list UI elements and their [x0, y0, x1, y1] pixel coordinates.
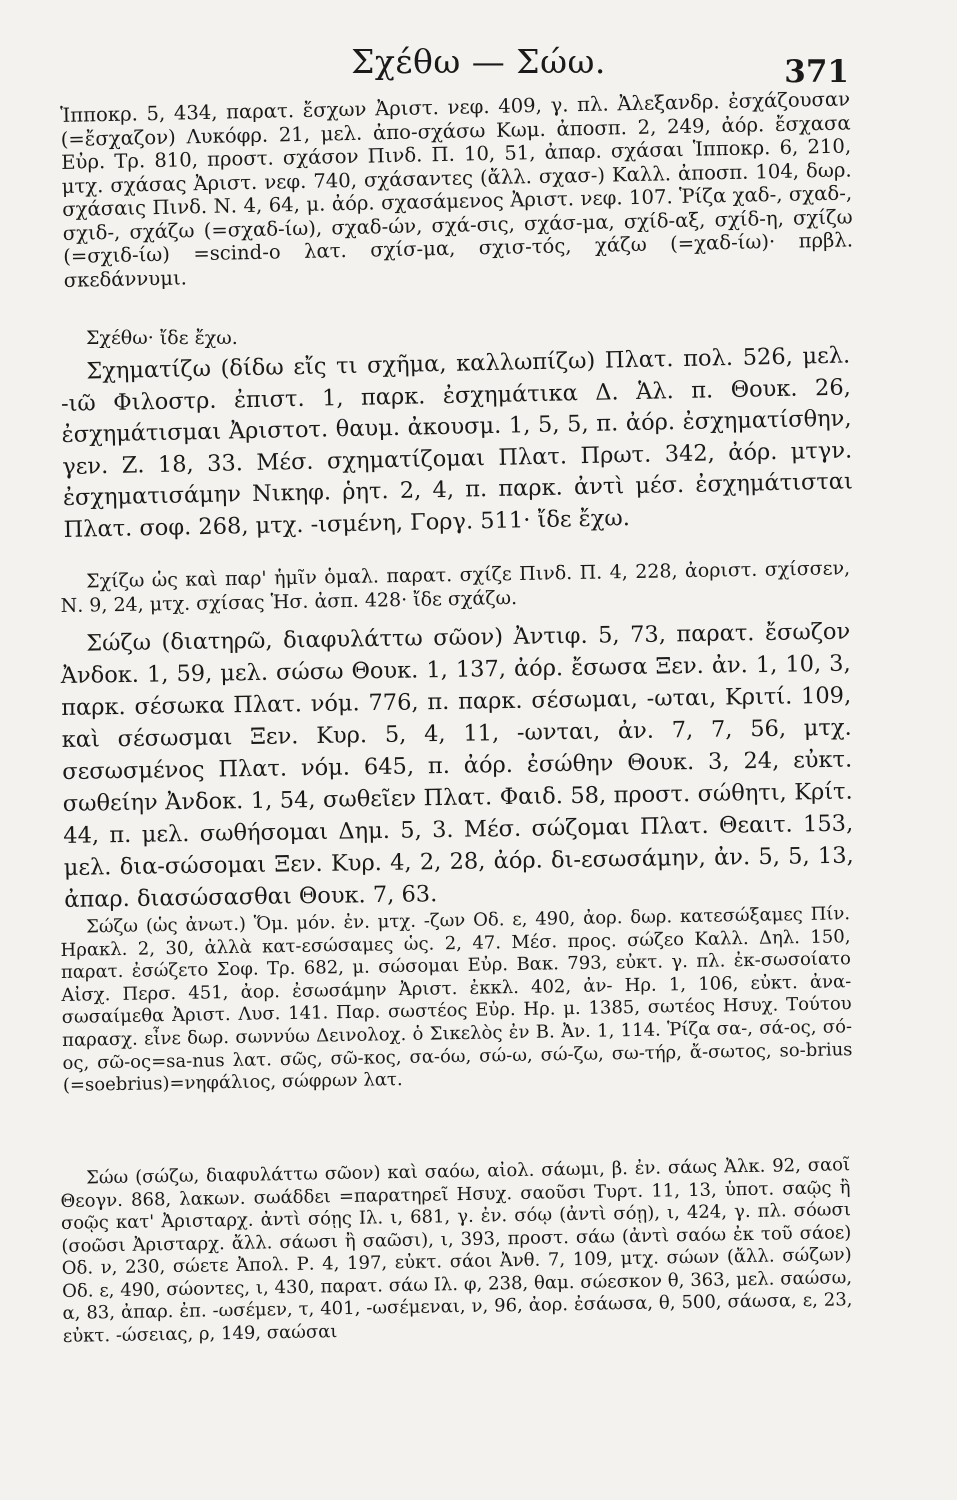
entry-body: Σώω (σώζω, διαφυλάττω σῶον) καὶ σαόω, αἰολ. σάωμι, β. ἐν. σάως Ἀλκ. 92, σαοῖ Θεογν. 868, λακων. σωάδδει =παρατηρεῖ Ησυχ. σαοῦσι Τυρτ. 11, 13, ὑποτ. σαῷς ἢ σοῷς κατ' Ἀρισταρχ. ἀντὶ σόῃς Ιλ. ι, 681, γ. ἐν. σόῳ (ἀντὶ σόῃ), ι, 424, γ. πλ. σόωσι (σοῶσι Ἀρισταρχ. ἄλλ. σάωσι ἢ σαῶσι), ι, 393, προστ. σάω (ἀντὶ σαόω ἐκ τοῦ σάοε) Οδ. ν, 230, σώετε Ἀπολ. Ρ. 4, 197, εὐκτ. σάοι Ἀνθ. 7, 109, μτχ. σώων (ἄλλ. σώζων) Οδ. ε, 490, σώοντες, ι, 430, παρατ. σάω Ιλ. φ, 238, θαμ. σώεσκον θ, 363, μελ. σαώσω, α, 83, ἀπαρ. ἐπ. -ωσέμεν, τ, 401, -ωσέμεναι, ν, 96, ἀορ. ἐσάωσα, θ, 500, σάωσα, ε, 23, εὐκτ. -ώσειας, ρ, 149, σαώσαι — [60, 1154, 853, 1347]
entry-schematizo — [60, 340, 854, 546]
entry-sozo — [60, 616, 854, 916]
entry-body: Σχηματίζω (δίδω εἴς τι σχῆμα, καλλωπίζω) Πλατ. πολ. 526, μελ. -ιῶ Φιλοστρ. ἐπιστ. 1, παρκ. ἐσχημάτικα Δ. Ἁλ. π. Θουκ. 26, ἐσχημάτισμαι Ἀριστοτ. θαυμ. ἀκουσμ. 1, 5, 5, π. ἀόρ. ἐσχηματίσθην, γεν. Ζ. 18, 33. Μέσ. σχηματίζομαι Πλατ. Πρωτ. 342, ἀόρ. μτγν. ἐσχηματισάμην Νικηφ. ῥητ. 2, 4, π. παρκ. ἀντὶ μέσ. ἐσχημάτισται Πλατ. σοφ. 268, μτχ. -ισμένη, Γοργ. 511· ἴδε ἔχω. — [60, 342, 854, 543]
entry-text — [60, 340, 854, 546]
running-head: Σχέθω — Σώω. — [351, 42, 606, 81]
entry-text: Ἱπποκρ. 5, 434, παρατ. ἔσχων Ἀριστ. νεφ. 409, γ. πλ. Ἀλεξανδρ. ἐσχάζουσαν (=ἔσχαζον) Λυκόφρ. 21, μελ. ἀπο-σχάσω Κωμ. ἀποσπ. 2, 249, ἀόρ. ἔσχασα Εὐρ. Τρ. 810, προστ. σχάσον Πινδ. Π. 10, 51, ἀπαρ. σχάσαι Ἱπποκρ. 6, 210, μτχ. σχάσας Ἀριστ. νεφ. 740, σχάσαντες (ἄλλ. σχασ-) Καλλ. ἀποσπ. 104, δωρ. σχάσαις Πινδ. Ν. 4, 64, μ. ἀόρ. σχασάμενος Ἀριστ. νεφ. 107. Ῥίζα χαδ-, σχαδ-, σχιδ-, σχάζω (=σχαδ-ίω), σχαδ-ών, σχά-σις, σχάσ-μα, σχίδ-αξ, σχίδ-η, σχίζω (=σχιδ-ίω) =scind-o λατ. σχίσ-μα, σχισ-τός, χάζω (=χαδ-ίω)· πρβλ. σκεδάννυμι. — [60, 87, 854, 292]
page-number: 371 — [784, 54, 849, 90]
entry-sozo-dialect — [60, 903, 853, 1098]
entry-soo — [60, 1154, 853, 1348]
entry-text — [60, 1154, 853, 1348]
entry-body: Σχίζω ὡς καὶ παρ' ἡμῖν ὁμαλ. παρατ. σχίζε Πινδ. Π. 4, 228, ἀοριστ. σχίσσεν, Ν. 9, 24, μτχ. σχίσας Ἡσ. ἀσπ. 428· ἴδε σχάζω. — [60, 557, 851, 617]
entry-text — [60, 556, 851, 618]
entry-body: Σχέθω· ἴδε ἔχω. — [86, 327, 238, 349]
entry-text — [60, 903, 853, 1098]
entry-continuation-schazo — [60, 87, 854, 292]
entry-schizo — [60, 556, 851, 618]
entry-body: Σώζω (ὡς ἀνωτ.) Ὅμ. μόν. ἐν. μτχ. -ζων Οδ. ε, 490, ἀορ. δωρ. κατεσώξαμες Πίν. Ηρακλ. 2, 30, ἀλλὰ κατ-εσώσαμες ὡς. 2, 47. Μέσ. προς. σώζεο Καλλ. Δηλ. 150, παρατ. ἐσώζετο Σοφ. Τρ. 682, μ. σώσομαι Εὐρ. Βακ. 793, εὐκτ. γ. πλ. ἐκ-σωσοίατο Αἰσχ. Περσ. 451, ἀορ. ἐσωσάμην Ἀριστ. ἐκκλ. 402, ἀν- Ηρ. 1, 106, εὐκτ. ἀνα-σωσαίμεθα Ἀριστ. Λυσ. 141. Παρ. σωστέος Εὐρ. Ηρ. μ. 1385, σωτέος Ησυχ. Τούτου παρασχ. εἶνε δωρ. σωννύω Δεινολοχ. ὁ Σικελὸς ἐν Β. Ἀν. 1, 114. Ῥίζα σα-, σά-ος, σό-ος, σῶ-ος=sa-nus λατ. σῶς, σῶ-κος, σα-όω, σώ-ω, σώ-ζω, σω-τήρ, ἄ-σωτος, so-brius (=soebrius)=νηφάλιος, σώφρων λατ. — [60, 903, 853, 1097]
entry-body: Σώζω (διατηρῶ, διαφυλάττω σῶον) Ἀντιφ. 5, 73, παρατ. ἔσωζον Ἀνδοκ. 1, 59, μελ. σώσω Θουκ. 1, 137, ἀόρ. ἔσωσα Ξεν. ἀν. 1, 10, 3, παρκ. σέσωκα Πλατ. νόμ. 776, π. παρκ. σέσωμαι, -ωται, Κριτί. 109, καὶ σέσωσμαι Ξεν. Κυρ. 5, 4, 11, -ωνται, ἀν. 7, 7, 56, μτχ. σεσωσμένος Πλατ. νόμ. 645, π. ἀόρ. ἐσώθην Θουκ. 3, 24, εὐκτ. σωθείην Ἀνδοκ. 1, 54, σωθεῖεν Πλατ. Φαιδ. 58, προστ. σώθητι, Κρίτ. 44, π. μελ. σωθήσομαι Δημ. 5, 3. Μέσ. σώζομαι Πλατ. Θεαιτ. 153, μελ. δια-σώσομαι Ξεν. Κυρ. 4, 2, 28, ἀόρ. δι-εσωσάμην, ἀν. 5, 5, 13, ἀπαρ. διασώσασθαι Θουκ. 7, 63. — [60, 618, 854, 913]
entry-text — [60, 616, 854, 916]
